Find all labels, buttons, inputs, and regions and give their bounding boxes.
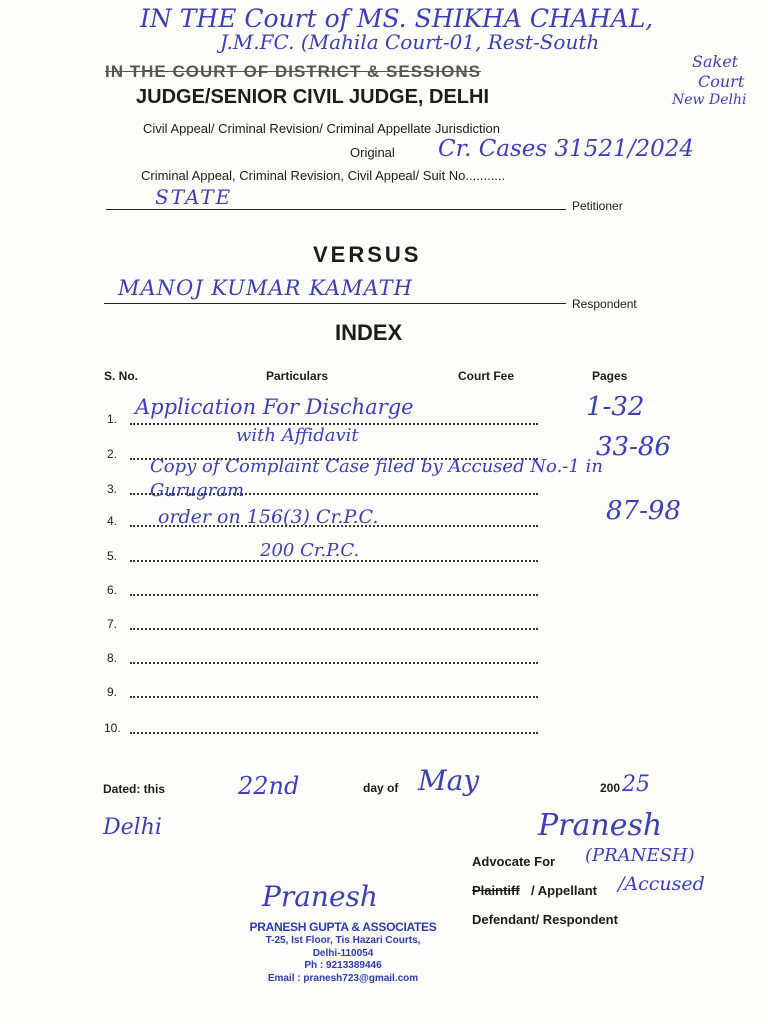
stamp-phone: Ph : 9213389446 [304, 960, 382, 971]
appellant-label: / Appellant [531, 883, 597, 898]
handwritten-court-side3: New Delhi [672, 92, 747, 108]
petitioner-line [106, 209, 566, 210]
index-title: INDEX [335, 320, 403, 345]
judge-heading: JUDGE/SENIOR CIVIL JUDGE, DELHI [136, 86, 490, 108]
jurisdiction-line: Civil Appeal/ Criminal Revision/ Criminal Appellate Jurisdiction [143, 121, 500, 136]
advocate-for-name: (PRANESH) [585, 845, 695, 866]
handwritten-court-line1: IN THE Court of MS. SHIKHA CHAHAL, [140, 4, 654, 33]
row-particulars-2: with Affidavit [236, 425, 359, 446]
petitioner-name: STATE [155, 185, 233, 209]
respondent-name: MANOJ KUMAR KAMATH [118, 276, 413, 300]
respondent-label: Respondent [572, 297, 637, 311]
row-particulars-3: Copy of Complaint Case filed by Accused No.-1 in Gurugram [150, 456, 603, 501]
col-header-sno: S. No. [104, 369, 139, 383]
dated-day: 22nd [238, 772, 300, 800]
row-pages-2: 33-86 [596, 432, 671, 462]
row-number-2: 2. [107, 447, 118, 461]
row-number-9: 9. [107, 685, 118, 699]
row-line-7 [130, 628, 538, 630]
row-particulars-4: order on 156(3) Cr.P.C. [158, 506, 379, 528]
col-header-particulars: Particulars [266, 369, 329, 383]
handwritten-court-line2: J.M.FC. (Mahila Court-01, Rest-South [220, 30, 600, 54]
original-label: Original [350, 145, 395, 160]
stamp-email: Email : pranesh723@gmail.com [267, 973, 419, 984]
place-delhi: Delhi [103, 815, 162, 840]
year-printed: 200 [600, 781, 621, 795]
col-header-pages: Pages [592, 369, 628, 383]
row-line-6 [130, 594, 538, 596]
original-case-number: Cr. Cases 31521/2024 [438, 136, 694, 162]
row-particulars-1: Application For Discharge [135, 395, 414, 419]
accused-label: /Accused [618, 873, 705, 895]
dated-label: Dated: this [103, 782, 166, 796]
suit-number-line: Criminal Appeal, Criminal Revision, Civil Appeal/ Suit No........... [141, 168, 506, 183]
row-line-9 [130, 696, 538, 698]
respondent-line [104, 303, 566, 304]
dated-month: May [418, 764, 480, 797]
row-line-8 [130, 662, 538, 664]
struck-court-heading: IN THE COURT OF DISTRICT & SESSIONS [105, 62, 481, 81]
row-number-4: 4. [107, 514, 118, 528]
row-number-8: 8. [107, 651, 118, 665]
versus-heading: VERSUS [313, 242, 422, 267]
row-number-7: 7. [107, 617, 118, 631]
row-number-1: 1. [107, 412, 118, 426]
row-number-3: 3. [107, 482, 118, 496]
row-pages-4: 87-98 [606, 496, 681, 526]
row-number-6: 6. [107, 583, 118, 597]
row-pages-1: 1-32 [586, 392, 645, 422]
stamp-address1: T-25, Ist Floor, Tis Hazari Courts, [265, 935, 421, 946]
handwritten-court-side1: Saket [692, 52, 739, 71]
stamp-address2: Delhi-110054 [312, 948, 374, 959]
row-number-10: 10. [104, 721, 121, 735]
row-particulars-5: 200 Cr.P.C. [260, 540, 360, 561]
col-header-court-fee: Court Fee [458, 369, 515, 383]
handwritten-court-side2: Court [698, 72, 745, 91]
petitioner-label: Petitioner [572, 199, 623, 213]
advocate-for-label: Advocate For [472, 854, 556, 869]
day-of-label: day of [363, 781, 399, 795]
defendant-label: Defendant/ Respondent [472, 912, 618, 927]
stamp-signature: Pranesh [262, 880, 378, 913]
row-line-10 [130, 732, 538, 734]
stamp-firm-name: PRANESH GUPTA & ASSOCIATES [249, 920, 437, 934]
advocate-signature: Pranesh [538, 808, 663, 843]
row-number-5: 5. [107, 549, 118, 563]
year-written: 25 [622, 772, 650, 797]
plaintiff-label: Plaintiff [472, 883, 520, 898]
